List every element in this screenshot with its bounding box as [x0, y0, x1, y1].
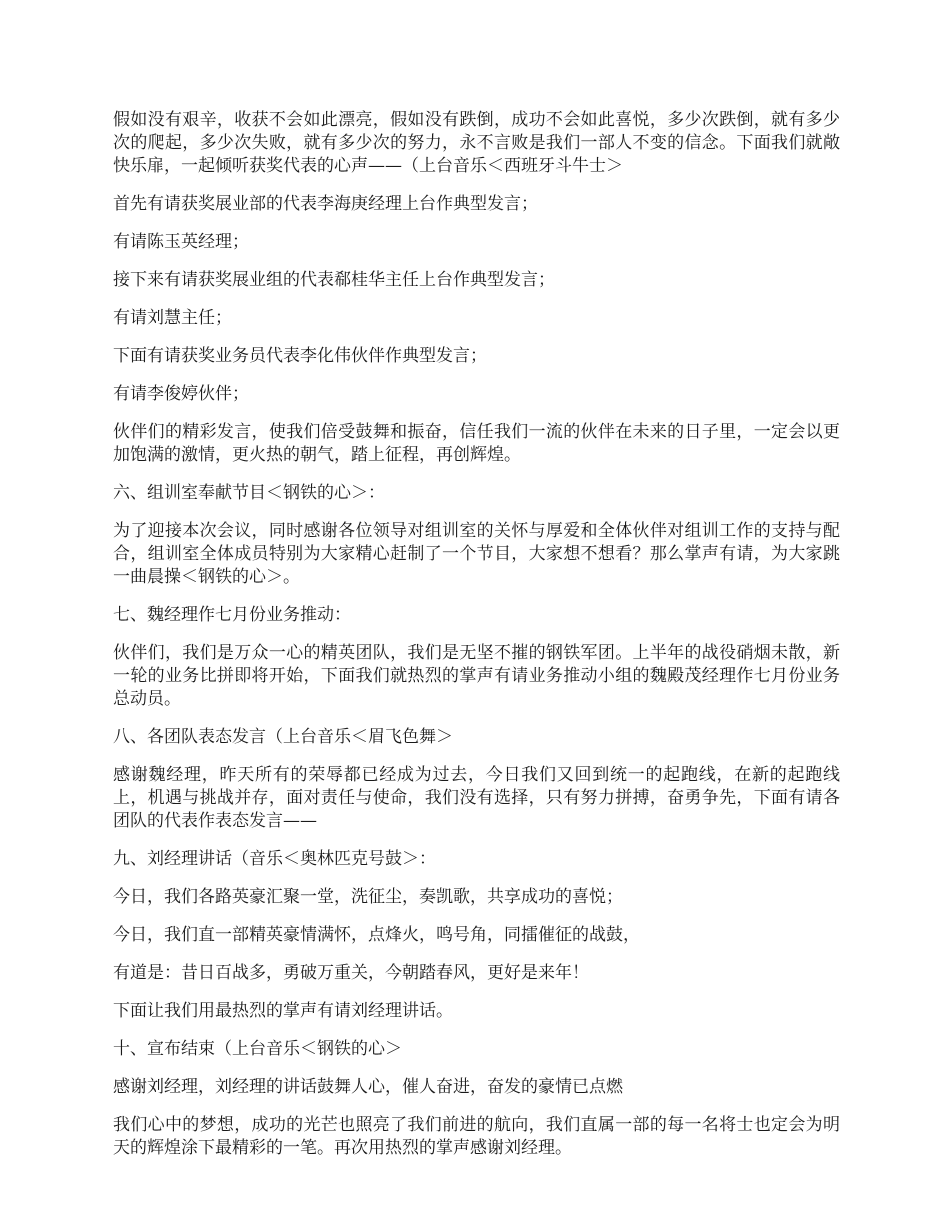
- paragraph-12: 伙伴们，我们是万众一心的精英团队，我们是无坚不摧的钢铁军团。上半年的战役硝烟未散，新一轮的业务比拼即将开始，下面我们就热烈的掌声有请业务推动小组的魏殿茂经理作七月份业务总动员。: [113, 643, 840, 709]
- section-heading-9: 九、刘经理讲话（音乐＜奥林匹克号鼓＞：: [113, 849, 436, 869]
- paragraph-1: 假如没有艰辛，收获不会如此漂亮，假如没有跌倒，成功不会如此喜悦，多少次跌倒，就有多少次的爬起，多少次失败，就有多少次的努力，永不言败是我们一部人不变的信念。下面我们就敞快乐扉，一起倾听获奖代表的心声——（上台音乐＜西班牙斗牛士＞: [113, 110, 840, 176]
- paragraph-21: 感谢刘经理，刘经理的讲话鼓舞人心，催人奋进，奋发的豪情已点燃: [113, 1077, 623, 1097]
- section-heading-7: 七、魏经理作七月份业务推动：: [113, 605, 351, 625]
- paragraph-8: 伙伴们的精彩发言，使我们倍受鼓舞和振奋，信任我们一流的伙伴在未来的日子里，一定会以更加饱满的激情，更火热的朝气，踏上征程，再创辉煌。: [113, 422, 840, 465]
- document-body: [113, 109, 840, 1175]
- paragraph-19: 下面让我们用最热烈的掌声有请刘经理讲话。: [113, 1001, 453, 1021]
- paragraph-6: 下面有请获奖业务员代表李化伟伙伴作典型发言；: [113, 346, 487, 366]
- section-heading-6: 六、组训室奉献节目＜钢铁的心＞：: [113, 483, 385, 503]
- paragraph-4: 接下来有请获奖展业组的代表郗桂华主任上台作典型发言；: [113, 270, 555, 290]
- paragraph-22: 我们心中的梦想，成功的光芒也照亮了我们前进的航向，我们直属一部的每一名将士也定会为明天的辉煌涂下最精彩的一笔。再次用热烈的掌声感谢刘经理。: [113, 1115, 840, 1158]
- paragraph-3: 有请陈玉英经理；: [113, 232, 249, 252]
- paragraph-18: 有道是：昔日百战多，勇破万重关，今朝踏春风，更好是来年！: [113, 963, 589, 983]
- paragraph-10: 为了迎接本次会议，同时感谢各位领导对组训室的关怀与厚爱和全体伙伴对组训工作的支持与配合，组训室全体成员特别为大家精心赶制了一个节目，大家想不想看？那么掌声有请，为大家跳一曲晨操＜钢铁的心＞。: [113, 521, 840, 587]
- section-heading-10: 十、宣布结束（上台音乐＜钢铁的心＞: [113, 1039, 402, 1059]
- paragraph-7: 有请李俊婷伙伴；: [113, 384, 249, 404]
- section-heading-8: 八、各团队表态发言（上台音乐＜眉飞色舞＞: [113, 727, 453, 747]
- paragraph-16: 今日，我们各路英豪汇聚一堂，洗征尘，奏凯歌，共享成功的喜悦；: [113, 887, 623, 907]
- paragraph-2: 首先有请获奖展业部的代表李海庚经理上台作典型发言；: [113, 194, 538, 214]
- paragraph-17: 今日，我们直一部精英豪情满怀，点烽火，鸣号角，同擂催征的战鼓，: [113, 925, 640, 945]
- paragraph-14: 感谢魏经理，昨天所有的荣辱都已经成为过去，今日我们又回到统一的起跑线，在新的起跑线上，机遇与挑战并存，面对责任与使命，我们没有选择，只有努力拼搏，奋勇争先，下面有请各团队的代表作表态发言——: [113, 765, 840, 831]
- paragraph-5: 有请刘慧主任；: [113, 308, 232, 328]
